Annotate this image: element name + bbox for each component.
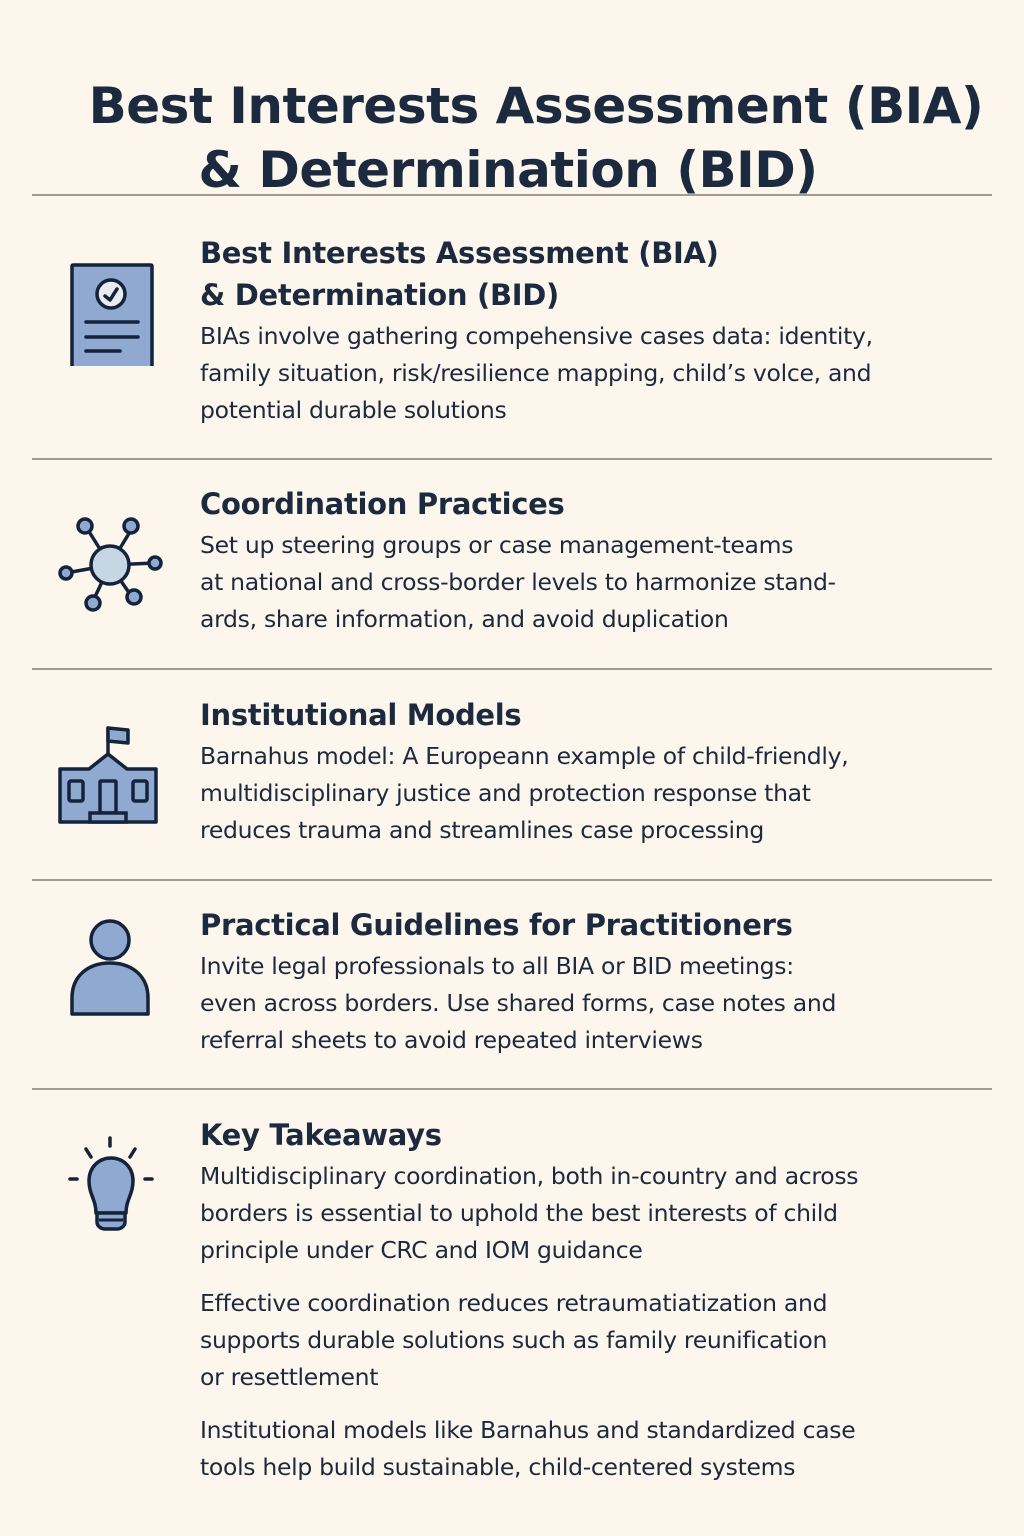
page-title bbox=[0, 74, 1024, 202]
heading-line: & Determination (BID) bbox=[200, 278, 559, 312]
divider bbox=[32, 879, 992, 881]
institution-building-icon bbox=[55, 724, 167, 836]
body-line: reduces trauma and streamlines case processing bbox=[200, 816, 764, 844]
body-line: tools help build sustainable, child-centered systems bbox=[200, 1453, 796, 1481]
body-line: ards, share information, and avoid duplication bbox=[200, 605, 729, 633]
person-icon bbox=[55, 918, 167, 1030]
heading-line: Best Interests Assessment (BIA) bbox=[200, 236, 719, 270]
body-line: principle under CRC and IOM guidance bbox=[200, 1236, 643, 1264]
page-title-line-1: Best Interests Assessment (BIA) bbox=[88, 76, 984, 135]
section-body bbox=[200, 527, 990, 638]
body-line: multidisciplinary justice and protection response that bbox=[200, 779, 811, 807]
document-check-icon bbox=[55, 254, 167, 366]
section-heading: Key Takeaways bbox=[200, 1118, 442, 1152]
body-line: Multidisciplinary coordination, both in-country and across bbox=[200, 1162, 859, 1190]
body-line: Barnahus model: A Europeann example of child-friendly, bbox=[200, 742, 849, 770]
section-text bbox=[200, 904, 990, 1059]
body-line: supports durable solutions such as family reunification bbox=[200, 1326, 828, 1354]
body-line: Invite legal professionals to all BIA or BID meetings: bbox=[200, 952, 794, 980]
section-heading: Coordination Practices bbox=[200, 487, 565, 521]
section-body bbox=[200, 738, 990, 849]
divider bbox=[32, 1088, 992, 1090]
body-line: BIAs involve gathering compehensive cases data: identity, bbox=[200, 322, 873, 350]
section-text bbox=[200, 232, 990, 429]
takeaway-paragraph bbox=[200, 1158, 990, 1269]
page-title-line-2: & Determination (BID) bbox=[198, 140, 818, 199]
section-body bbox=[200, 318, 990, 429]
section-text bbox=[200, 1114, 990, 1486]
section-body bbox=[200, 948, 990, 1059]
body-line: Effective coordination reduces retraumatiatization and bbox=[200, 1289, 828, 1317]
lightbulb-icon bbox=[55, 1134, 167, 1246]
body-line: Institutional models like Barnahus and standardized case bbox=[200, 1416, 856, 1444]
body-line: borders is essential to uphold the best interests of child bbox=[200, 1199, 838, 1227]
body-line: Set up steering groups or case management-teams bbox=[200, 531, 794, 559]
body-line: potential durable solutions bbox=[200, 396, 507, 424]
divider bbox=[32, 194, 992, 196]
section-heading bbox=[200, 232, 990, 316]
takeaway-paragraph bbox=[200, 1285, 990, 1396]
section-text bbox=[200, 483, 990, 638]
takeaway-paragraph bbox=[200, 1412, 990, 1486]
body-line: at national and cross-border levels to harmonize stand- bbox=[200, 568, 836, 596]
network-hub-icon bbox=[55, 513, 167, 625]
divider bbox=[32, 668, 992, 670]
section-text bbox=[200, 694, 990, 849]
body-line: referral sheets to avoid repeated interviews bbox=[200, 1026, 703, 1054]
body-line: or resettlement bbox=[200, 1363, 379, 1391]
body-line: family situation, risk/resilience mapping, child’s volce, and bbox=[200, 359, 872, 387]
body-line: even across borders. Use shared forms, case notes and bbox=[200, 989, 837, 1017]
section-heading: Practical Guidelines for Practitioners bbox=[200, 908, 793, 942]
section-heading: Institutional Models bbox=[200, 698, 522, 732]
divider bbox=[32, 458, 992, 460]
